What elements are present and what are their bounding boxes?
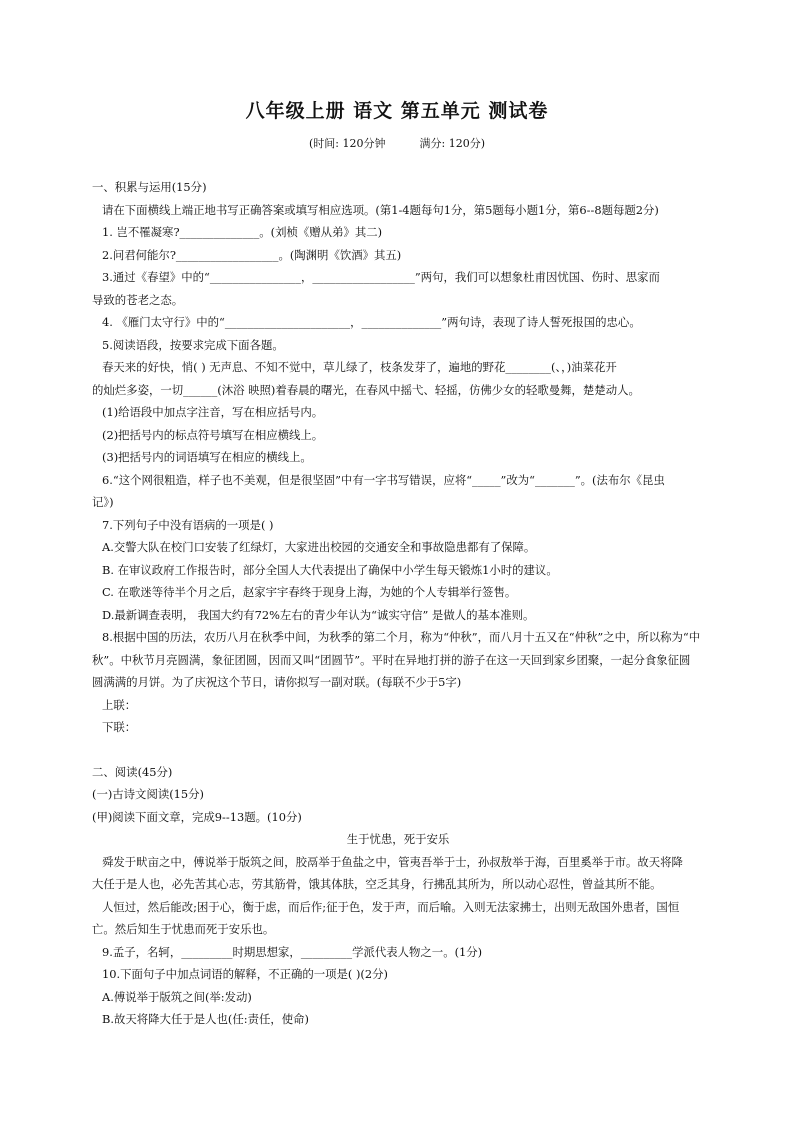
question-3-cont: 导致的苍老之态。 xyxy=(92,292,184,307)
page-title: 八年级上册 语文 第五单元 测试卷 xyxy=(245,100,549,122)
question-10-option-a: A.傅说举于版筑之间(举:发动) xyxy=(102,989,252,1004)
question-1: 1. 岂不罹凝寒?______________。(刘桢《赠从弟》其二) xyxy=(102,225,383,239)
instructions: 请在下面横线上端正地书写正确答案或填写相应选项。(第1-4题每句1分，第5题每小题1分，第6--8题每题2分) xyxy=(102,202,659,217)
exam-score: 满分: 120分) xyxy=(419,137,485,150)
passage-title: 生于忧患，死于安乐 xyxy=(346,832,450,846)
question-7-option-a: A.交警大队在校门口安装了红绿灯，大家进出校园的交通安全和事故隐患都有了保障。 xyxy=(102,540,536,554)
question-7-option-b: B. 在审议政府工作报告时，部分全国人大代表提出了确保中小学生每天锻炼1小时的建议。 xyxy=(102,562,558,577)
section-heading-1: 一、积累与运用(15分) xyxy=(92,180,207,194)
question-5-sub-2: (2)把括号内的标点符号填写在相应横线上。 xyxy=(102,427,324,442)
question-6: 6.“这个网很粗造，样子也不美观，但是很坚固”中有一字书写错误，应将“_____”改为“_______”。(法布尔《昆虫 xyxy=(102,472,665,487)
question-5: 5.阅读语段，按要求完成下面各题。 xyxy=(102,337,284,352)
question-2: 2.问君何能尔?__________________。(陶渊明《饮酒》其五) xyxy=(102,247,402,262)
question-7-option-d: D.最新调查表明， 我国大约有72%左右的青少年认为“诚实守信” 是做人的基本准则。 xyxy=(102,607,535,622)
question-10-option-b: B.故天将降大任于是人也(任:责任，使命) xyxy=(102,1012,309,1026)
question-9: 9.孟子，名轲，_________时期思想家，_________学派代表人物之一。(1分) xyxy=(102,944,483,959)
section-heading-2: 二、阅读(45分) xyxy=(92,764,173,779)
question-5-sub-3: (3)把括号内的词语填写在相应的横线上。 xyxy=(102,450,312,464)
question-8: 8.根据中国的历法，农历八月在秋季中间，为秋季的第二个月，称为“仲秋”，而八月十五又在“仲秋”之中，所以称为“中 xyxy=(102,630,701,644)
question-10: 10.下面句子中加点词语的解释，不正确的一项是( )(2分) xyxy=(102,967,388,981)
exam-info xyxy=(0,135,794,151)
question-4: 4. 《雁门太守行》中的“______________________，______________”两句诗，表现了诗人誓死报国的忠心。 xyxy=(102,315,641,329)
question-7-option-c: C. 在歌迷等待半个月之后，赵家宇宇春终于现身上海，为她的个人专辑举行签售。 xyxy=(102,585,517,599)
question-3: 3.通过《春望》中的“________________，__________________”两句，我们可以想象杜甫因忧国、伤时、思家而 xyxy=(102,270,660,284)
question-5-passage-cont: 的灿烂多姿，一切______(沐浴 映照)着春晨的曙光，在春风中摇弋、轻摇，仿佛少女的轻歌曼舞，楚楚动人。 xyxy=(92,382,640,397)
question-8-cont-1: 秋”。中秋节月亮圆满，象征团圆，因而又叫“团圆节”。平时在异地打拼的游子在这一天回到家乡团聚，一起分食象征圆 xyxy=(92,652,691,667)
subsection-heading: (一)古诗文阅读(15分) xyxy=(92,787,205,801)
passage-line: 大任于是人也，必先苦其心志，劳其筋骨，饿其体肤，空乏其身，行拂乱其所为，所以动心忍性，曾益其所不能。 xyxy=(92,877,662,891)
exam-body xyxy=(92,176,704,1031)
question-5-sub-1: (1)给语段中加点字注音，写在相应括号内。 xyxy=(102,405,324,419)
question-6-cont: 记》) xyxy=(92,495,114,509)
passage-line: 亡。然后知生于忧患而死于安乐也。 xyxy=(92,922,275,936)
couplet-first-line: 上联： xyxy=(102,697,137,712)
exam-time: (时间: 120分钟 xyxy=(309,137,386,150)
question-8-cont-2: 圆满满的月饼。为了庆祝这个节日，请你拟写一副对联。(每联不少于5字) xyxy=(92,675,462,689)
question-5-passage: 春天来的好快，悄( ) 无声息、不知不觉中，草儿绿了，枝条发芽了，遍地的野花________(、，)油菜花开 xyxy=(102,360,617,374)
couplet-second-line: 下联： xyxy=(102,720,137,734)
passage-line: 人恒过，然后能改;困于心，衡于虑，而后作;征于色，发于声，而后喻。入则无法家拂士，出则无敌国外患者，国恒 xyxy=(102,899,680,914)
reading-instructions: (甲)阅读下面文章，完成9--13题。(10分) xyxy=(92,809,302,824)
question-7: 7.下列句子中没有语病的一项是( ) xyxy=(102,517,274,532)
passage-line: 舜发于畎亩之中，傅说举于版筑之间，胶鬲举于鱼盐之中，管夷吾举于士，孙叔敖举于海，百里奚举于市。故天将降 xyxy=(102,854,683,869)
